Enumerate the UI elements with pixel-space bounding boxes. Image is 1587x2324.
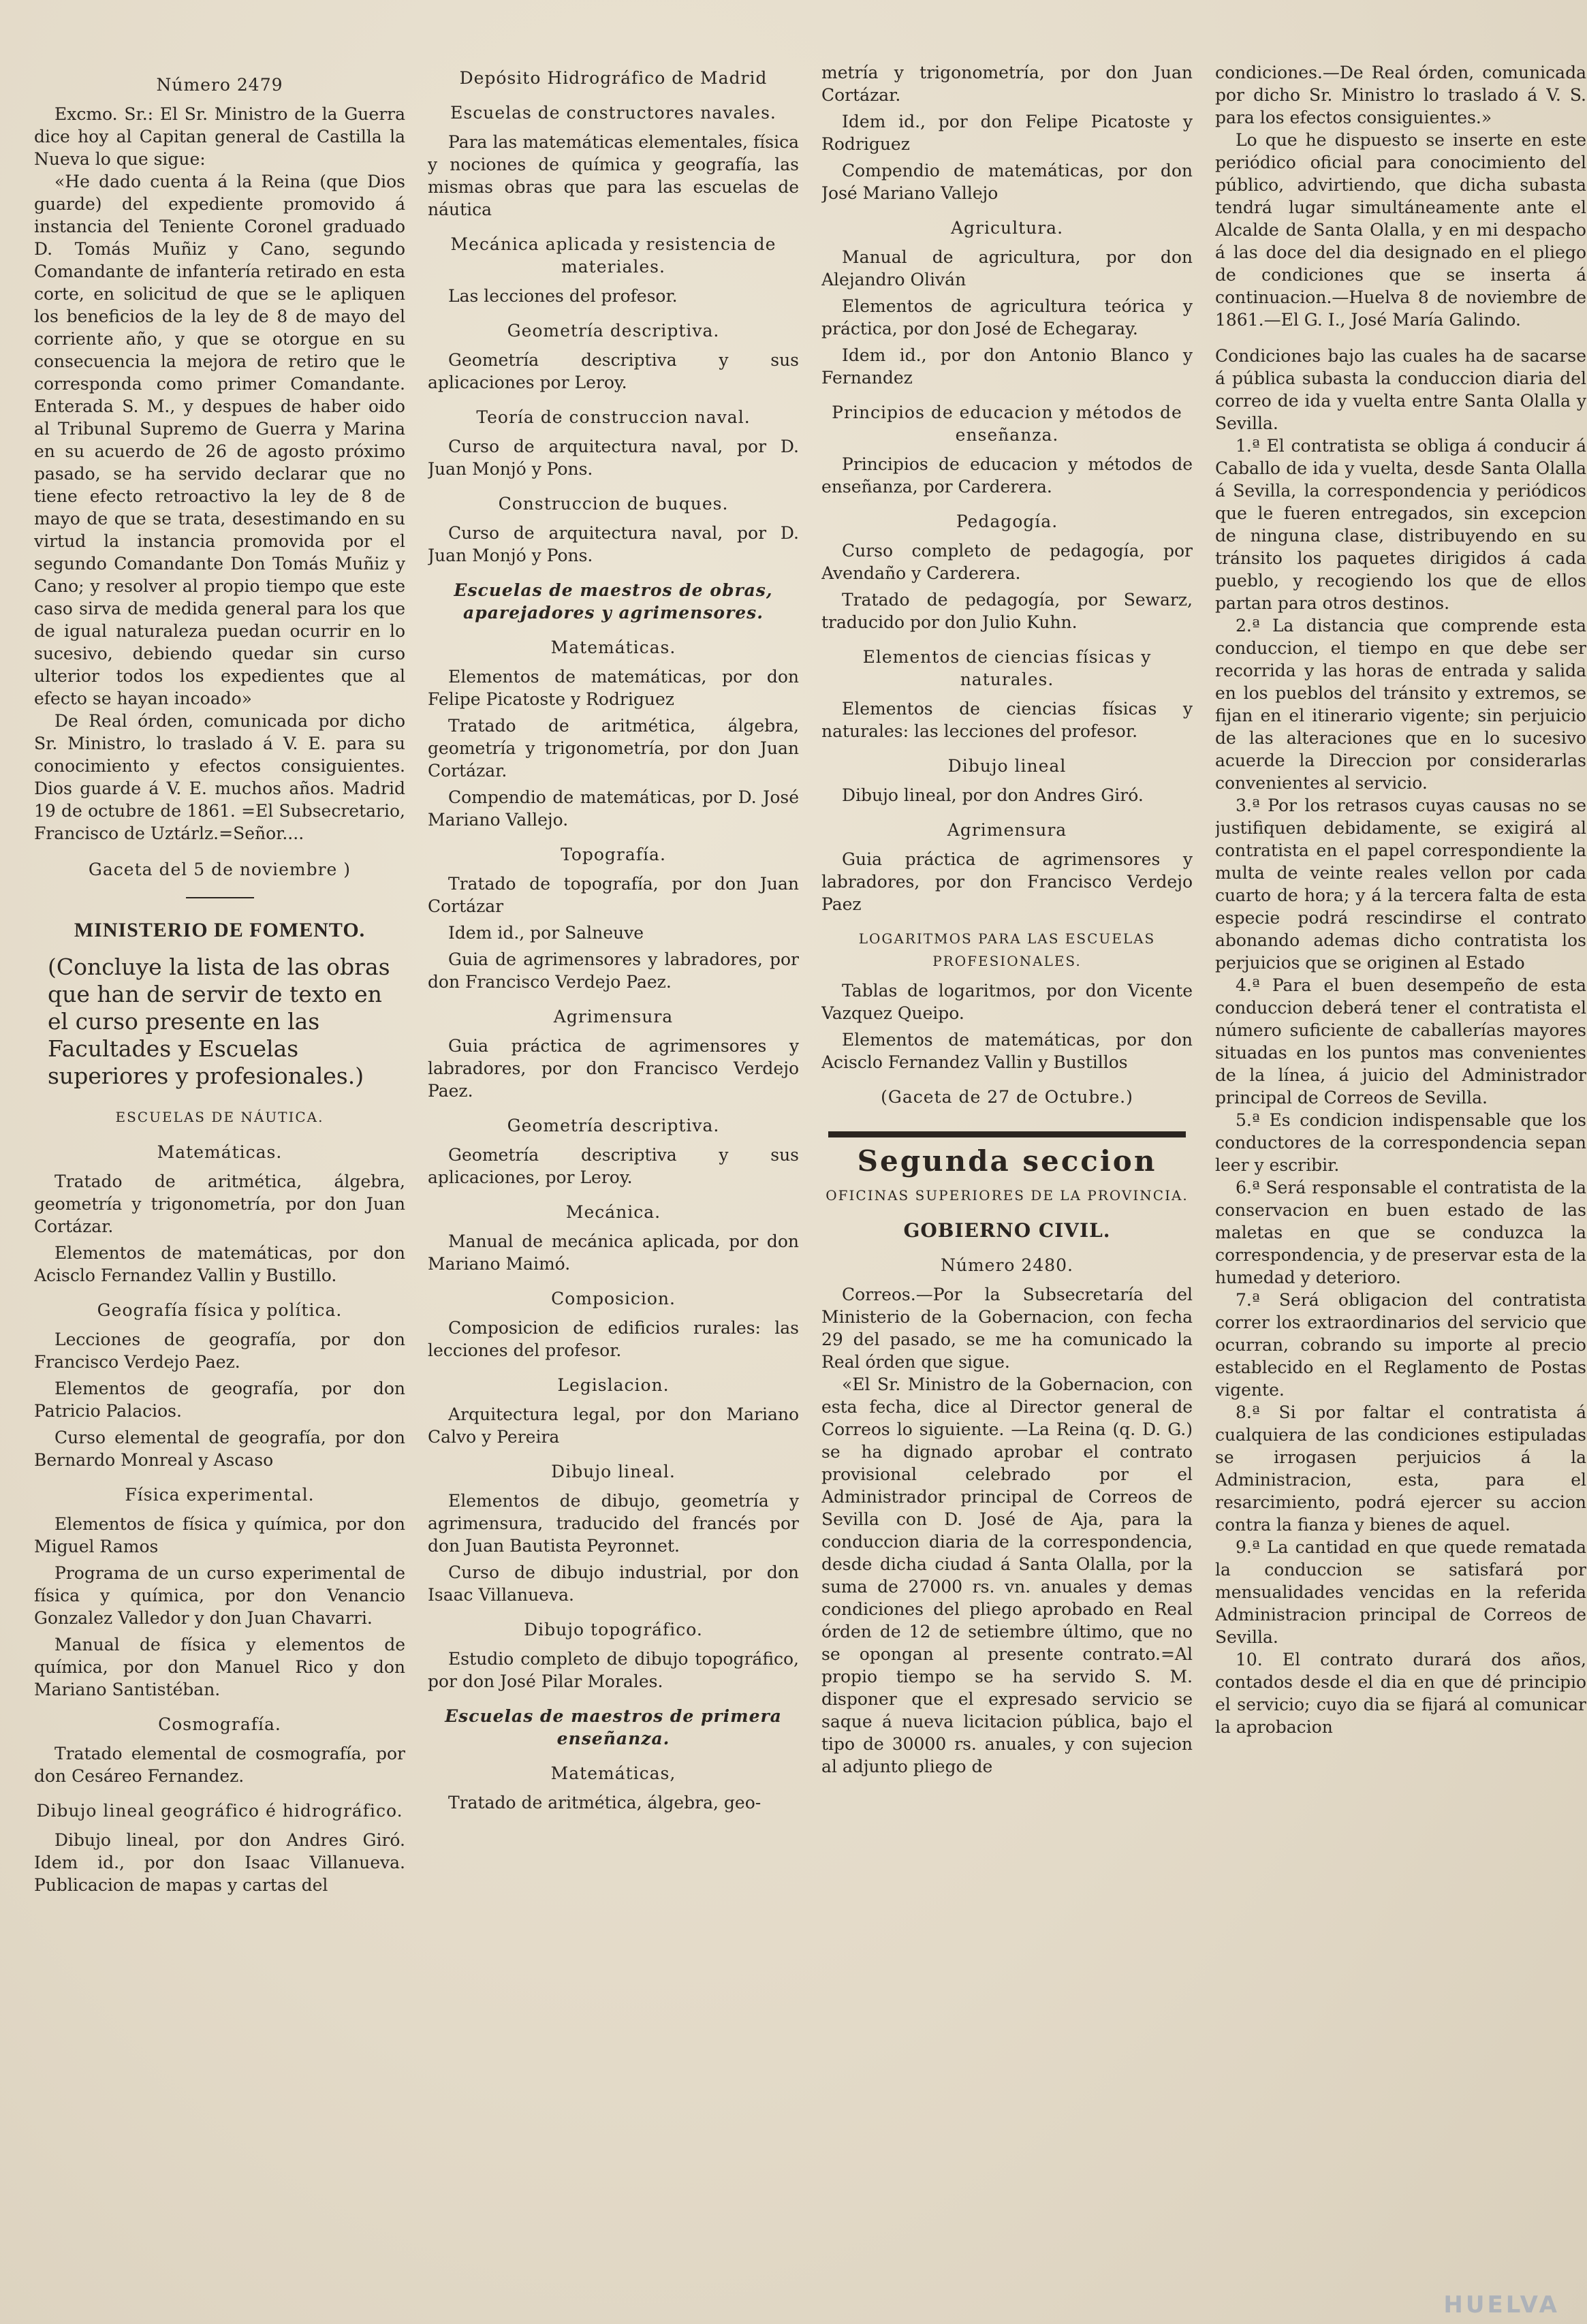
subheading: Dibujo lineal geográfico é hidrográfico. [36, 1801, 403, 1821]
subheading: Dibujo lineal [947, 756, 1067, 776]
subheading: Agricultura. [950, 218, 1064, 238]
paragraph: Excmo. Sr.: El Sr. Ministro de la Guerra dice hoy al Capitan general de Castilla la Nueva lo que sigue: [34, 104, 405, 169]
list-item: Las lecciones del profesor. [448, 286, 678, 306]
subheading: Construccion de buques. [498, 494, 729, 514]
condition-item: 8.ª Si por faltar el contratista á cualquiera de las condiciones estipuladas se irrogasen perjuicios á la Administracion, esta, para el resarcimiento, podrá ejercer su accion contra la fianza y bienes de aquel. [1215, 1402, 1586, 1535]
list-item: Elementos de agricultura teórica y práctica, por don José de Echegaray. [821, 296, 1193, 339]
subheading: Composicion. [551, 1289, 676, 1308]
list-item: Tablas de logaritmos, por don Vicente Vazquez Queipo. [821, 981, 1193, 1023]
paragraph: Correos.—Por la Subsecretaría del Ministerio de la Gobernacion, con fecha 29 del pasado, se me ha comunicado la Real órden que sigue. [821, 1285, 1193, 1372]
divider [186, 897, 254, 898]
subheading: Agrimensura [553, 1007, 674, 1026]
list-item: Elementos de matemáticas, por don Acisclo Fernandez Vallin y Bustillo. [34, 1243, 405, 1285]
list-item: Compendio de matemáticas, por D. José Mariano Vallejo. [428, 787, 799, 830]
section-heading: LOGARITMOS PARA LAS ESCUELAS PROFESIONALES. [858, 930, 1156, 969]
paragraph: «He dado cuenta á la Reina (que Dios guarde) del expediente promovido á instancia del Teniente Coronel graduado D. Tomás Muñiz y Cano, segundo Comandante de infantería retirado en esta corte, en solicitud de que se le apliquen los beneficios de la ley de 8 de mayo del corriente año, y que se otorgue en su consecuencia la mejora de retiro que le corresponda como primer Comandante. Enterada S. M., y despues de haber oido al Tribunal Supremo de Guerra y Marina en su acuerdo de 26 de agosto próximo pasado, se ha servido declarar que no tiene efecto retroactivo la ley de 8 de mayo de que se trata, desestimando en su virtud la instancia promovida por el segundo Comandante Don Tomás Muñiz y Cano; y resolver al propio tiempo que este caso sirva de medida general para los que de igual naturaleza puedan ocurrir en lo sucesivo, debiendo quedar sin curso ulterior todos los expedientes que al efecto se hayan incoado» [34, 172, 405, 708]
subheading: Dibujo lineal. [551, 1462, 676, 1481]
list-item: Manual de agricultura, por don Alejandro Oliván [821, 247, 1193, 289]
list-item: Elementos de matemáticas, por don Acisclo Fernandez Vallin y Bustillos [821, 1030, 1193, 1072]
subheading: Física experimental. [125, 1485, 315, 1505]
section-heading: ESCUELAS DE NÁUTICA. [115, 1109, 324, 1125]
list-item: Curso de dibujo industrial, por don Isaac Villanueva. [428, 1563, 799, 1605]
gaceta-note: (Gaceta de 27 de Octubre.) [881, 1087, 1133, 1107]
column-3 [821, 61, 1193, 2295]
ministerio-heading: MINISTERIO DE FOMENTO. [74, 919, 366, 941]
subheading: Matemáticas, [550, 1763, 676, 1783]
condition-item: 9.ª La cantidad en que quede rematada la conduccion se satisfará por mensualidades vencidas en la referida Administracion principal de Correos de Sevilla. [1215, 1537, 1586, 1647]
list-item: Geometría descriptiva y sus aplicaciones por Leroy. [428, 350, 799, 392]
condition-item: 1.ª El contratista se obliga á conducir á Caballo de ida y vuelta, desde Santa Olalla á Sevilla, la correspondencia y periódicos que le fueren entregados, sin excepcion de ninguna clase, distribuyendo en su tránsito los paquetes dirigidos á cada pueblo, y recogiendo los que de ellos partan para otros destinos. [1215, 436, 1586, 613]
oficinas-heading: OFICINAS SUPERIORES DE LA PROVINCIA. [826, 1187, 1189, 1204]
subheading: Pedagogía. [956, 512, 1058, 531]
list-item: Lecciones de geografía, por don Francisco Verdejo Paez. [34, 1330, 405, 1372]
list-item: Tratado de aritmética, álgebra, geo- [448, 1793, 761, 1812]
list-item: Para las matemáticas elementales, física y nociones de química y geografía, las mismas obras que para las escuelas de náutica [428, 132, 799, 219]
list-item: Dibujo lineal, por don Andres Giró. Idem id., por don Isaac Villanueva. Publicacion de mapas y cartas del [34, 1830, 405, 1895]
list-item: Compendio de matemáticas, por don José Mariano Vallejo [821, 161, 1193, 203]
subheading: Cosmografía. [158, 1714, 281, 1734]
list-item: Tratado de aritmética, álgebra, geometría y trigonometría, por don Juan Cortázar. [34, 1172, 405, 1236]
column-1 [34, 61, 405, 2295]
list-item: Principios de educacion y métodos de enseñanza, por Carderera. [821, 454, 1193, 497]
subheading: Depósito Hidrográfico de Madrid [459, 68, 768, 88]
list-item: Manual de física y elementos de química, por don Manuel Rico y don Mariano Santistéban. [34, 1635, 405, 1699]
list-item: Elementos de ciencias físicas y naturales: las lecciones del profesor. [821, 699, 1193, 741]
list-item: Elementos de física y química, por don Miguel Ramos [34, 1514, 405, 1556]
subheading: Elementos de ciencias físicas y naturales. [862, 647, 1152, 689]
paragraph: Lo que he dispuesto se inserte en este periódico oficial para conocimiento del público, advirtiendo, que dicha subasta tendrá lugar simultáneamente ante el Alcalde de Santa Olalla, y en mi despacho á las doce del dia designado en el pliego de condiciones que se inserta á continuacion.—Huelva 8 de noviembre de 1861.—El G. I., José María Galindo. [1215, 130, 1586, 330]
column-2 [428, 61, 799, 2295]
list-item: Tratado de pedagogía, por Sewarz, traducido por don Julio Kuhn. [821, 590, 1193, 632]
condition-item: 2.ª La distancia que comprende esta conduccion, el tiempo en que debe ser recorrida y las horas de entrada y salida en los pueblos del tránsito y extremos, se fijan en el itinerario vigente; sin perjuicio de las alteraciones que en lo sucesivo acuerde la Direccion por considerarlas convenientes al servicio. [1215, 616, 1586, 793]
subheading: Mecánica aplicada y resistencia de materiales. [450, 234, 776, 277]
list-item: Estudio completo de dibujo topográfico, por don José Pilar Morales. [428, 1649, 799, 1691]
columns [34, 61, 1586, 2295]
subheading: Matemáticas. [550, 638, 676, 657]
lead-paragraph: (Concluye la lista de las obras que han de servir de texto en el curso presente en las Facultades y Escuelas superiores y profesionales.) [48, 954, 390, 1089]
column-4 [1215, 61, 1586, 2295]
condition-item: 4.ª Para el buen desempeño de esta conduccion deberá tener el contratista el número suficiente de caballerías mayores situadas en los puntos mas convenientes de la línea, á juicio del Administrador principal de Correos de Sevilla. [1215, 975, 1586, 1108]
gaceta-note: Gaceta del 5 de noviembre ) [88, 860, 351, 879]
list-item: Idem id., por don Felipe Picatoste y Rodriguez [821, 112, 1193, 154]
condition-item: 3.ª Por los retrasos cuyas causas no se justifiquen debidamente, se exigirá al contratista en el papel correspondiente la multa de veinte reales vellon por cada cuarto de hora; y á la tercera falta de esta especie podrá rescindirse el contrato abonando ademas dicho contratista los perjuicios que se originen al Estado [1215, 796, 1586, 973]
condition-item: 6.ª Será responsable el contratista de la conservacion en buen estado de las maletas en que se conduzca la correspondencia, y de preservar esta de la humedad y deterioro. [1215, 1178, 1586, 1287]
segunda-seccion-heading: Segunda seccion [857, 1144, 1157, 1178]
list-item: Tratado de aritmética, álgebra, geometría y trigonometría, por don Juan Cortázar. [428, 716, 799, 781]
list-item: Curso de arquitectura naval, por D. Juan Monjó y Pons. [428, 437, 799, 479]
numero-2480: Número 2480. [941, 1255, 1073, 1275]
list-item: Tratado elemental de cosmografía, por don Cesáreo Fernandez. [34, 1744, 405, 1786]
conditions-intro: Condiciones bajo las cuales ha de sacarse á pública subasta la conduccion diaria del correo de ida y vuelta entre Santa Olalla y Sevilla. [1215, 346, 1586, 433]
subheading: Topografía. [561, 845, 666, 864]
subheading: Geografía física y política. [97, 1300, 343, 1320]
list-item: Tratado de topografía, por don Juan Cortázar [428, 874, 799, 916]
subheading: Principios de educacion y métodos de enseñanza. [832, 403, 1182, 445]
gobierno-civil-heading: GOBIERNO CIVIL. [903, 1219, 1111, 1242]
list-item: Programa de un curso experimental de física y química, por don Venancio Gonzalez Valledor y don Juan Chavarri. [34, 1563, 405, 1628]
subheading: Dibujo topográfico. [524, 1620, 703, 1639]
subheading: Geometría descriptiva. [507, 1116, 720, 1135]
list-item: Elementos de dibujo, geometría y agrimensura, traducido del francés por don Juan Bautista Peyronnet. [428, 1491, 799, 1556]
condition-item: 10. El contrato durará dos años, contados desde el dia en que dé principio el servicio; cuyo dia se fijará al comunicar la aprobacion [1215, 1650, 1586, 1737]
paragraph: De Real órden, comunicada por dicho Sr. Ministro, lo traslado á V. E. para su conocimiento y efectos consiguientes. Dios guarde á V. E. muchos años. Madrid 19 de octubre de 1861. =El Subsecretario, Francisco de Uztárlz.=Señor.... [34, 711, 405, 843]
subheading: Mecánica. [565, 1202, 661, 1222]
subheading: Legislacion. [557, 1375, 670, 1395]
list-item: Curso elemental de geografía, por don Bernardo Monreal y Ascaso [34, 1428, 405, 1470]
paragraph: «El Sr. Ministro de la Gobernacion, con esta fecha, dice al Director general de Correos lo siguiente. —La Reina (q. D. G.) se ha dignado aprobar el contrato provisional celebrado por el Administrador principal de Correos de Sevilla con D. José de Aja, para la conduccion diaria de la correspondencia, desde dicha ciudad á Santa Olalla, por la suma de 27000 rs. vn. anuales y demas condiciones del pliego aprobado en Real órden de 12 de setiembre último, que no se opongan al presente contrato.=Al propio tiempo se ha servido S. M. disponer que el expresado servicio se saque á nueva licitacion pública, bajo el tipo de 30000 rs. anuales, y con sujecion al adjunto pliego de [821, 1375, 1193, 1776]
section-heading: Escuelas de maestros de obras, aparejadores y agrimensores. [454, 580, 773, 623]
list-item: Elementos de matemáticas, por don Felipe Picatoste y Rodriguez [428, 667, 799, 709]
list-item: Composicion de edificios rurales: las lecciones del profesor. [428, 1318, 799, 1360]
list-item: Geometría descriptiva y sus aplicaciones, por Leroy. [428, 1145, 799, 1187]
section-heading: Escuelas de maestros de primera enseñanza. [445, 1706, 782, 1748]
list-item: Dibujo lineal, por don Andres Giró. [842, 785, 1144, 805]
subheading: Agrimensura [947, 820, 1067, 840]
paragraph: condiciones.—De Real órden, comunicada por dicho Sr. Ministro lo traslado á V. S. para los efectos consiguientes.» [1215, 63, 1586, 127]
list-item: Curso completo de pedagogía, por Avendaño y Carderera. [821, 541, 1193, 583]
list-item: Elementos de geografía, por don Patricio Palacios. [34, 1379, 405, 1421]
list-item: Arquitectura legal, por don Mariano Calvo y Pereira [428, 1404, 799, 1447]
list-item: Curso de arquitectura naval, por D. Juan Monjó y Pons. [428, 523, 799, 565]
subheading: Matemáticas. [157, 1142, 283, 1162]
list-item: Manual de mecánica aplicada, por don Mariano Maimó. [428, 1231, 799, 1274]
thick-divider [828, 1131, 1186, 1137]
list-item: metría y trigonometría, por don Juan Cortázar. [821, 63, 1193, 105]
list-item: Idem id., por don Antonio Blanco y Fernandez [821, 345, 1193, 388]
list-item: Guia de agrimensores y labradores, por don Francisco Verdejo Paez. [428, 949, 799, 992]
section-heading: Escuelas de constructores navales. [450, 103, 776, 123]
watermark-logo: HUELVA [1443, 2291, 1560, 2319]
list-item: Guia práctica de agrimensores y labradores, por don Francisco Verdejo Paez. [428, 1036, 799, 1101]
subheading: Geometría descriptiva. [507, 321, 720, 341]
numero-2479: Número 2479 [156, 75, 283, 95]
condition-item: 5.ª Es condicion indispensable que los conductores de la correspondencia sepan leer y escribir. [1215, 1110, 1586, 1175]
condition-item: 7.ª Será obligacion del contratista correr los extraordinarios del servicio que ocurran, cobrando su importe al precio establecido en el Reglamento de Postas vigente. [1215, 1290, 1586, 1400]
subheading: Teoría de construccion naval. [476, 407, 751, 427]
list-item: Guia práctica de agrimensores y labradores, por don Francisco Verdejo Paez [821, 849, 1193, 914]
list-item: Idem id., por Salneuve [448, 923, 644, 943]
